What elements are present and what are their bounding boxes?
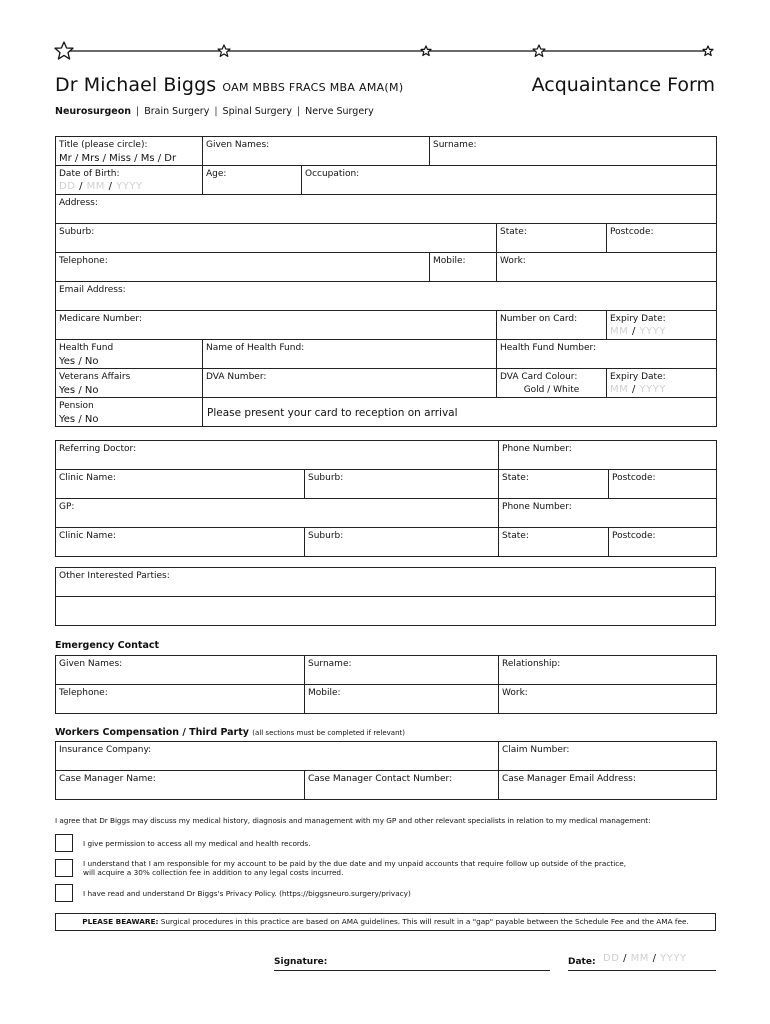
referring-clinic-state-field[interactable]: State: [499,470,609,499]
health-fund-number-field[interactable]: Health Fund Number: [497,340,717,369]
dob-field[interactable]: Date of Birth: DD / MM / YYYY [56,166,203,195]
workers-comp-table [55,741,717,800]
emergency-telephone-field[interactable]: Telephone: [56,685,305,714]
surname-field[interactable]: Surname: [430,137,717,166]
work-field[interactable]: Work: [497,253,717,282]
gp-clinic-state-field[interactable]: State: [499,528,609,557]
star-icon [703,46,713,56]
beaware-label: PLEASE BEAWARE: [82,917,159,926]
consent-account-checkbox[interactable] [55,859,73,877]
consent-privacy-text: I have read and understand Dr Biggs's Privacy Policy. (https://biggsneuro.surgery/privacy) [83,888,411,898]
specialty-neurosurgeon: Neurosurgeon [55,106,132,117]
date-placeholder[interactable]: DD / MM / YYYY [603,953,687,964]
specialty-spinal: Spinal Surgery [222,106,292,117]
referring-phone-field[interactable]: Phone Number: [499,441,717,470]
dob-placeholder: DD / MM / YYYY [59,181,143,192]
form-title: Acquaintance Form [531,74,715,96]
gp-clinic-suburb-field[interactable]: Suburb: [305,528,499,557]
emergency-contact-table [55,655,717,714]
specialties-line: Neurosurgeon | Brain Surgery | Spinal Surgery | Nerve Surgery [55,106,374,117]
title-options[interactable]: Mr / Mrs / Miss / Ms / Dr [59,153,177,164]
referring-doctor-field[interactable]: Referring Doctor: [56,441,499,470]
pension-yes-no[interactable]: Yes / No [59,414,99,425]
date-label: Date: [568,957,596,967]
gp-phone-field[interactable]: Phone Number: [499,499,717,528]
veterans-affairs-field[interactable]: Veterans Affairs Yes / No [56,369,203,398]
header-ornament [52,40,718,62]
referring-clinic-suburb-field[interactable]: Suburb: [305,470,499,499]
health-fund-field[interactable]: Health Fund Yes / No [56,340,203,369]
medicare-expiry-field[interactable]: Expiry Date: MM / YYYY [607,311,717,340]
emergency-work-field[interactable]: Work: [499,685,717,714]
doctor-credentials: OAM MBBS FRACS MBA AMA(M) [222,81,404,94]
case-manager-email-field[interactable]: Case Manager Email Address: [499,771,717,800]
emergency-given-names-field[interactable]: Given Names: [56,656,305,685]
signature-label: Signature: [274,957,328,967]
insurance-company-field[interactable]: Insurance Company: [56,742,499,771]
other-parties-input[interactable] [56,597,716,626]
title-field[interactable]: Title (please circle): Mr / Mrs / Miss / Ms / Dr [56,137,203,166]
consent-privacy-row [55,884,411,902]
signature-line[interactable] [274,970,550,971]
address-field[interactable]: Address: [56,195,717,224]
doctor-name [55,74,403,96]
dva-card-colour-field[interactable]: DVA Card Colour: Gold / White [497,369,607,398]
veterans-yes-no[interactable]: Yes / No [59,385,99,396]
telephone-field[interactable]: Telephone: [56,253,430,282]
gp-field[interactable]: GP: [56,499,499,528]
present-card-note: Please present your card to reception on arrival [203,398,717,427]
date-line [568,970,716,971]
patient-details-table [55,136,717,427]
emergency-mobile-field[interactable]: Mobile: [305,685,499,714]
pension-field[interactable]: Pension Yes / No [56,398,203,427]
dva-expiry-placeholder: MM / YYYY [610,384,666,395]
workers-comp-note: (all sections must be completed if relevant) [252,729,405,737]
given-names-field[interactable]: Given Names: [203,137,430,166]
mobile-field[interactable]: Mobile: [430,253,497,282]
consent-account-text: I understand that I am responsible for my account to be paid by the due date and my unpaid accounts that require follow up outside of the practice, will acquire a 30% collection fee in addition to any legal costs incurred. [83,859,627,877]
consent-account-row [55,859,626,877]
other-parties-label: Other Interested Parties: [56,568,716,597]
dva-gold-white[interactable]: Gold / White [523,385,580,395]
occupation-field[interactable]: Occupation: [302,166,717,195]
emergency-contact-heading: Emergency Contact [55,640,160,651]
consent-intro: I agree that Dr Biggs may discuss my medical history, diagnosis and management with my GP and other relevant specialists in relation to my medical management: [55,816,651,825]
referral-table [55,440,717,557]
dva-expiry-field[interactable]: Expiry Date: MM / YYYY [607,369,717,398]
number-on-card-field[interactable]: Number on Card: [497,311,607,340]
gp-clinic-postcode-field[interactable]: Postcode: [609,528,717,557]
consent-records-text: I give permission to access all my medical and health records. [83,838,311,848]
suburb-field[interactable]: Suburb: [56,224,497,253]
emergency-relationship-field[interactable]: Relationship: [499,656,717,685]
workers-comp-heading: Workers Compensation / Third Party (all sections must be completed if relevant) [55,727,405,738]
claim-number-field[interactable]: Claim Number: [499,742,717,771]
beaware-text: Surgical procedures in this practice are based on AMA guidelines. This will result in a "gap" payable between the Schedule Fee and the AMA fee. [160,917,689,926]
emergency-surname-field[interactable]: Surname: [305,656,499,685]
referring-clinic-name-field[interactable]: Clinic Name: [56,470,305,499]
referring-clinic-postcode-field[interactable]: Postcode: [609,470,717,499]
health-fund-yes-no[interactable]: Yes / No [59,356,99,367]
beaware-notice [55,913,716,931]
postcode-field[interactable]: Postcode: [607,224,717,253]
specialty-nerve: Nerve Surgery [305,106,374,117]
other-parties-table [55,567,716,626]
star-icon [533,45,545,56]
health-fund-name-field[interactable]: Name of Health Fund: [203,340,497,369]
case-manager-contact-field[interactable]: Case Manager Contact Number: [305,771,499,800]
star-icon [55,42,73,59]
state-field[interactable]: State: [497,224,607,253]
email-field[interactable]: Email Address: [56,282,717,311]
star-icon [421,46,431,56]
consent-privacy-checkbox[interactable] [55,884,73,902]
gp-clinic-name-field[interactable]: Clinic Name: [56,528,305,557]
specialty-brain: Brain Surgery [144,106,210,117]
case-manager-name-field[interactable]: Case Manager Name: [56,771,305,800]
medicare-expiry-placeholder: MM / YYYY [610,326,666,337]
star-icon [218,45,230,56]
dva-number-field[interactable]: DVA Number: [203,369,497,398]
doctor-name-text: Dr Michael Biggs [55,74,217,96]
consent-records-row [55,834,311,852]
consent-records-checkbox[interactable] [55,834,73,852]
medicare-number-field[interactable]: Medicare Number: [56,311,497,340]
age-field[interactable]: Age: [203,166,302,195]
